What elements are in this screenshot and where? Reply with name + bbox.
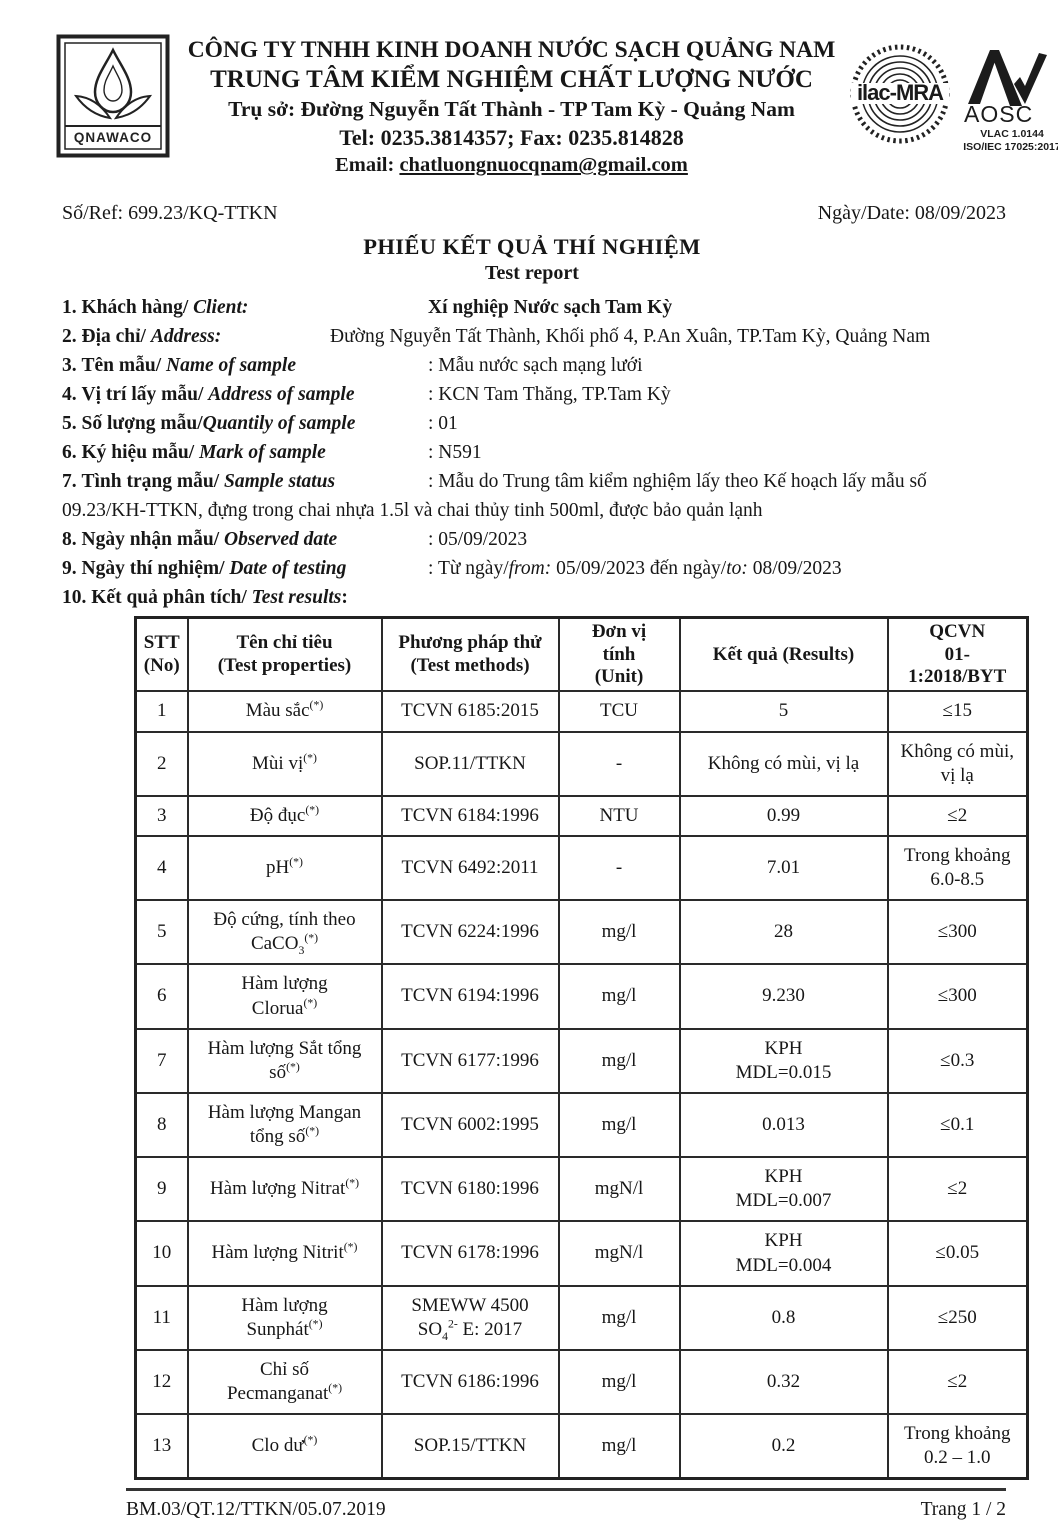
cell-result: 0.32 — [680, 1350, 888, 1414]
column-header-3: Đơn vị tính (Unit) — [559, 618, 680, 692]
cell-limit: ≤0.1 — [888, 1093, 1028, 1157]
results-heading-en: Test results — [251, 587, 342, 609]
cell-unit: mgN/l — [559, 1157, 680, 1221]
cell-method: TCVN 6492:2011 — [382, 836, 559, 900]
cell-method: TCVN 6186:1996 — [382, 1350, 559, 1414]
cell-limit: ≤15 — [888, 691, 1028, 731]
cell-result: Không có mùi, vị lạ — [680, 732, 888, 796]
info-item-value: : N591 — [428, 442, 482, 464]
info-item-value: : 05/09/2023 — [428, 529, 528, 551]
table-row — [136, 796, 1028, 836]
cell-name: Màu sắc(*) — [188, 691, 382, 731]
cell-result: 0.99 — [680, 796, 888, 836]
table-row — [136, 732, 1028, 796]
cell-method: TCVN 6194:1996 — [382, 964, 559, 1028]
company-address: Trụ sở: Đường Nguyễn Tất Thành - TP Tam Kỳ - Quảng Nam — [228, 96, 795, 121]
results-table-body — [136, 691, 1028, 1479]
cell-name: Hàm lượng Sắt tổng số(*) — [188, 1029, 382, 1093]
cell-unit: mgN/l — [559, 1221, 680, 1285]
page-footer — [126, 1488, 1006, 1521]
cell-name: Hàm lượng Clorua(*) — [188, 964, 382, 1028]
company-email-line — [178, 152, 845, 180]
title-block — [0, 233, 1064, 286]
ref-value: 699.23/KQ-TTKN — [128, 202, 278, 225]
cell-method: TCVN 6180:1996 — [382, 1157, 559, 1221]
cell-unit: - — [559, 836, 680, 900]
table-row — [136, 1157, 1028, 1221]
table-row — [136, 691, 1028, 731]
department-name: TRUNG TÂM KIỂM NGHIỆM CHẤT LƯỢNG NƯỚC — [210, 66, 813, 94]
company-tel-fax: Tel: 0235.3814357; Fax: 0235.814828 — [339, 124, 684, 150]
cell-name: Hàm lượng Sunphát(*) — [188, 1286, 382, 1350]
info-item-value: : Từ ngày/from: 05/09/2023 đến ngày/to: 08/09/2023 — [428, 558, 842, 580]
certification-logos — [849, 34, 1058, 159]
info-item-8 — [62, 525, 1014, 554]
cell-no: 11 — [136, 1286, 188, 1350]
results-heading — [62, 583, 1064, 612]
results-heading-colon: : — [341, 587, 348, 609]
cell-name: Hàm lượng Nitrat(*) — [188, 1157, 382, 1221]
form-code: BM.03/QT.12/TTKN/05.07.2019 — [126, 1499, 386, 1521]
cell-name: pH(*) — [188, 836, 382, 900]
cell-method: TCVN 6002:1995 — [382, 1093, 559, 1157]
aosc-logo-icon — [954, 42, 1058, 159]
results-heading-num: 10. — [62, 587, 87, 609]
cell-result: 0.2 — [680, 1414, 888, 1479]
info-item-label: 8. Ngày nhận mẫu/ Observed date — [62, 529, 338, 551]
info-item-label: 3. Tên mẫu/ Name of sample — [62, 355, 296, 377]
cell-limit: ≤2 — [888, 796, 1028, 836]
table-row — [136, 1414, 1028, 1479]
qnawaco-logo-icon — [56, 34, 174, 163]
cell-method: TCVN 6177:1996 — [382, 1029, 559, 1093]
cell-unit: mg/l — [559, 900, 680, 964]
cell-limit: Trong khoảng 6.0-8.5 — [888, 836, 1028, 900]
ref-number — [62, 202, 278, 225]
info-list — [62, 293, 1014, 583]
aosc-standard-text: ISO/IEC 17025:2017 — [963, 141, 1058, 153]
info-item-9 — [62, 554, 1014, 583]
info-item-2 — [62, 322, 1014, 351]
cell-result: 0.013 — [680, 1093, 888, 1157]
cell-unit: mg/l — [559, 1414, 680, 1479]
column-header-2: Phương pháp thử (Test methods) — [382, 618, 559, 692]
cell-result: 7.01 — [680, 836, 888, 900]
cell-no: 9 — [136, 1157, 188, 1221]
cell-result: KPH MDL=0.004 — [680, 1221, 888, 1285]
cell-result: 9.230 — [680, 964, 888, 1028]
cell-result: 0.8 — [680, 1286, 888, 1350]
cell-limit: Không có mùi, vị lạ — [888, 732, 1028, 796]
cell-name: Chỉ số Pecmanganat(*) — [188, 1350, 382, 1414]
cell-unit: mg/l — [559, 1093, 680, 1157]
cell-unit: - — [559, 732, 680, 796]
info-item-value: : 01 — [428, 413, 458, 435]
results-heading-vi: Kết quả phân tích/ — [91, 587, 252, 609]
table-row — [136, 1093, 1028, 1157]
info-item-5 — [62, 409, 1014, 438]
cell-method: TCVN 6224:1996 — [382, 900, 559, 964]
cell-no: 6 — [136, 964, 188, 1028]
cell-limit: ≤0.3 — [888, 1029, 1028, 1093]
column-header-5: QCVN 01- 1:2018/BYT — [888, 618, 1028, 692]
cell-name: Hàm lượng Nitrit(*) — [188, 1221, 382, 1285]
info-item-3 — [62, 351, 1014, 380]
cell-no: 7 — [136, 1029, 188, 1093]
column-header-4: Kết quả (Results) — [680, 618, 888, 692]
cell-no: 4 — [136, 836, 188, 900]
info-item-label: 1. Khách hàng/ Client: — [62, 297, 249, 319]
cell-limit: ≤2 — [888, 1350, 1028, 1414]
cell-result: KPH MDL=0.007 — [680, 1157, 888, 1221]
info-item-label: 9. Ngày thí nghiệm/ Date of testing — [62, 558, 347, 580]
info-item-6 — [62, 438, 1014, 467]
cell-limit: ≤0.05 — [888, 1221, 1028, 1285]
cell-name: Clo dư(*) — [188, 1414, 382, 1479]
cell-limit: Trong khoảng 0.2 – 1.0 — [888, 1414, 1028, 1479]
aosc-code-text: VLAC 1.0144 — [980, 128, 1044, 140]
document-title: PHIẾU KẾT QUẢ THÍ NGHIỆM — [363, 234, 701, 260]
cell-name: Hàm lượng Mangan tổng số(*) — [188, 1093, 382, 1157]
column-header-0: STT (No) — [136, 618, 188, 692]
info-item-1 — [62, 293, 1014, 322]
info-item-value: : Mẫu do Trung tâm kiểm nghiệm lấy theo Kế hoạch lấy mẫu số 09.23/KH-TTKN, đựng trong chai nhựa 1.5l và chai thủy tinh 500ml, được bảo quản lạnh — [62, 471, 927, 522]
cell-no: 2 — [136, 732, 188, 796]
cell-limit: ≤250 — [888, 1286, 1028, 1350]
cell-result: KPH MDL=0.015 — [680, 1029, 888, 1093]
page-number: Trang 1 / 2 — [920, 1499, 1006, 1521]
cell-unit: mg/l — [559, 1350, 680, 1414]
document-subtitle: Test report — [485, 262, 579, 285]
info-item-label: 4. Vị trí lấy mẫu/ Address of sample — [62, 384, 355, 406]
cell-method: TCVN 6185:2015 — [382, 691, 559, 731]
table-row — [136, 836, 1028, 900]
ilac-mra-text: ilac-MRA — [856, 80, 944, 105]
cell-method: SOP.11/TTKN — [382, 732, 559, 796]
cell-name: Mùi vị(*) — [188, 732, 382, 796]
table-row — [136, 1350, 1028, 1414]
table-row — [136, 1029, 1028, 1093]
results-table — [134, 616, 1029, 1480]
info-item-7 — [62, 467, 1014, 525]
info-item-value: Xí nghiệp Nước sạch Tam Kỳ — [428, 297, 673, 319]
date-label: Ngày/Date: — [817, 202, 910, 225]
table-row — [136, 900, 1028, 964]
cell-limit: ≤2 — [888, 1157, 1028, 1221]
table-row — [136, 1286, 1028, 1350]
column-header-1: Tên chỉ tiêu (Test properties) — [188, 618, 382, 692]
cell-no: 5 — [136, 900, 188, 964]
info-item-label: 2. Địa chỉ/ Address: — [62, 326, 222, 348]
cell-result: 5 — [680, 691, 888, 731]
cell-no: 8 — [136, 1093, 188, 1157]
issue-date — [818, 202, 1006, 225]
cell-method: TCVN 6178:1996 — [382, 1221, 559, 1285]
info-item-value: : Mẫu nước sạch mạng lưới — [428, 355, 643, 377]
cell-name: Độ cứng, tính theo CaCO$_3$(*) — [188, 900, 382, 964]
info-item-label: 5. Số lượng mẫu/Quantily of sample — [62, 413, 356, 435]
results-table-head — [136, 618, 1028, 692]
cell-unit: mg/l — [559, 1029, 680, 1093]
cell-unit: mg/l — [559, 1286, 680, 1350]
header-row — [136, 618, 1028, 692]
cell-no: 10 — [136, 1221, 188, 1285]
aosc-text: AOSC — [964, 101, 1034, 127]
info-item-4 — [62, 380, 1014, 409]
info-item-value: Đường Nguyễn Tất Thành, Khối phố 4, P.An Xuân, TP.Tam Kỳ, Quảng Nam — [330, 326, 931, 348]
document-header — [0, 0, 1064, 180]
cell-no: 1 — [136, 691, 188, 731]
company-name: CÔNG TY TNHH KINH DOANH NƯỚC SẠCH QUẢNG NAM — [187, 37, 836, 63]
cell-unit: NTU — [559, 796, 680, 836]
table-row — [136, 964, 1028, 1028]
info-item-value: : KCN Tam Thăng, TP.Tam Kỳ — [428, 384, 671, 406]
ref-label: Số/Ref: — [62, 202, 124, 225]
cell-method: SOP.15/TTKN — [382, 1414, 559, 1479]
company-header-block — [174, 34, 849, 180]
info-item-label: 6. Ký hiệu mẫu/ Mark of sample — [62, 442, 326, 464]
cell-no: 12 — [136, 1350, 188, 1414]
email-link[interactable]: chatluongnuocqnam@gmail.com — [399, 154, 688, 177]
cell-method: TCVN 6184:1996 — [382, 796, 559, 836]
qnawaco-logo-text: QNAWACO — [73, 130, 153, 145]
cell-name: Độ đục(*) — [188, 796, 382, 836]
table-row — [136, 1221, 1028, 1285]
cell-unit: mg/l — [559, 964, 680, 1028]
cell-no: 13 — [136, 1414, 188, 1479]
cell-result: 28 — [680, 900, 888, 964]
cell-no: 3 — [136, 796, 188, 836]
email-label: Email: — [335, 154, 395, 177]
info-item-label: 7. Tình trạng mẫu/ Sample status — [62, 471, 336, 493]
date-value: 08/09/2023 — [914, 202, 1006, 225]
cell-method: SMEWW 4500 $SO_4^{2-}$ E: 2017 — [382, 1286, 559, 1350]
cell-unit: TCU — [559, 691, 680, 731]
ilac-mra-stamp-icon — [849, 42, 951, 159]
meta-row — [62, 202, 1006, 225]
cell-limit: ≤300 — [888, 964, 1028, 1028]
cell-limit: ≤300 — [888, 900, 1028, 964]
